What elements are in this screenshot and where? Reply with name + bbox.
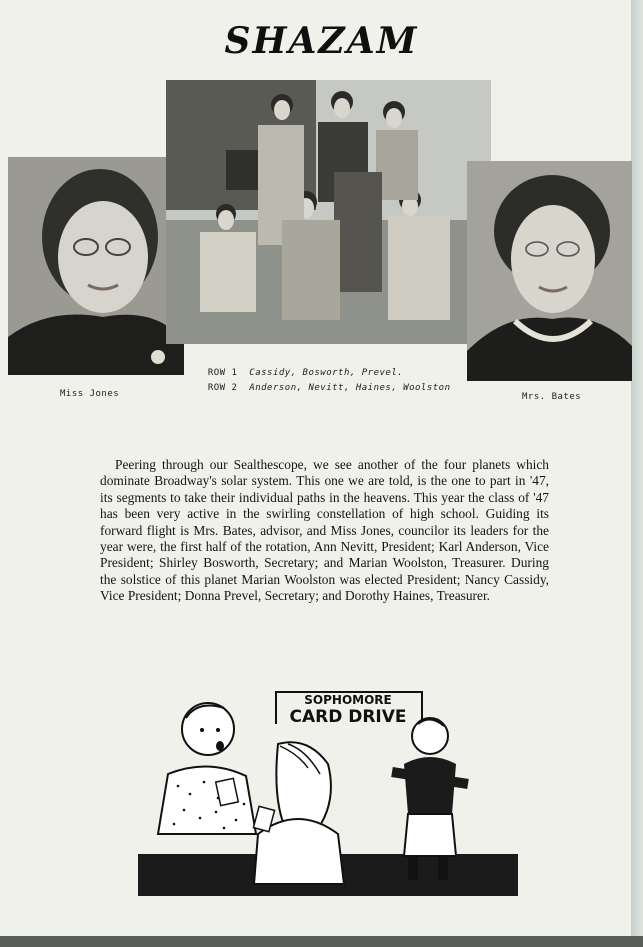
caption-mrs-bates: Mrs. Bates (522, 392, 582, 402)
row-1-label: ROW 1 (207, 368, 238, 378)
article-text (100, 457, 549, 605)
row-1-names: Cassidy, Bosworth, Prevel. (249, 368, 404, 378)
caption-row-2 (196, 373, 451, 393)
cartoon-illustration (138, 684, 518, 896)
portrait-miss-jones (8, 157, 184, 375)
portrait-mrs-bates (467, 161, 632, 381)
group-photo (166, 80, 491, 344)
sign-line-1: SOPHOMORE (304, 693, 392, 707)
page-bottom-edge (0, 936, 643, 947)
caption-miss-jones: Miss Jones (60, 389, 120, 399)
sign-line-2: CARD DRIVE (289, 707, 407, 727)
page-title: SHAZAM (224, 20, 419, 62)
row-2-label: ROW 2 (207, 383, 238, 393)
page-edge (631, 0, 643, 947)
row-2-names: Anderson, Nevitt, Haines, Woolston (249, 383, 451, 393)
article-paragraph: Peering through our Sealthescope, we see another of the four planets which dominate Broadway's solar system. This one we are told, is the one to part in '47, its segments to take their individual paths in the heavens. This year the class of '47 has been very active in the swirling constellation of high school. Guiding its forward flight is Mrs. Bates, advisor, and Miss Jones, councilor its leaders for the year were, the first half of the rotation, Ann Nevitt, President; Karl Anderson, Vice President; Shirley Bosworth, Secretary; and Marian Woolston, Treasurer. During the solstice of this planet Marian Woolston was elected President; Nancy Cassidy, Vice President; Donna Prevel, Secretary; and Dorothy Haines, Treasurer. (100, 457, 549, 604)
